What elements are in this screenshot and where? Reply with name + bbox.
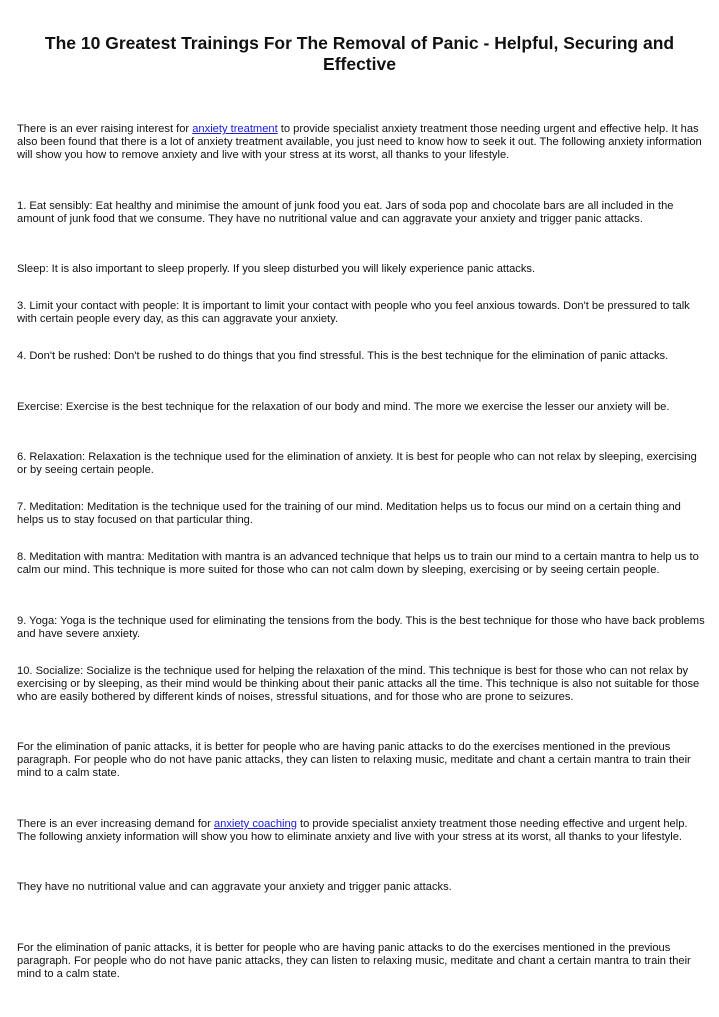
second-text-after: to provide specialist anxiety treatment those needing effective and urgent help. The following anxiety information will show you how to eliminate anxiety and live with your stress at its worst, all thanks to your lifestyle. xyxy=(17,818,688,844)
page-title: The 10 Greatest Trainings For The Removal of Panic - Helpful, Securing and Effective xyxy=(44,33,675,74)
paragraph-eat-sensibly: 1. Eat sensibly: Eat healthy and minimise the amount of junk food you eat. Jars of soda pop and chocolate bars are all included in the amount of junk food that we consume. They have no nutritional value and can aggravate your anxiety and trigger panic attacks. xyxy=(17,200,674,226)
paragraph-limit-contact: 3. Limit your contact with people: It is important to limit your contact with people who you feel anxious towards. Don't be pressured to talk with certain people every day, as this can aggravate your anxiety. xyxy=(17,300,690,326)
paragraph-yoga: 9. Yoga: Yoga is the technique used for eliminating the tensions from the body. This is the best technique for those who have back problems and have severe anxiety. xyxy=(17,615,705,641)
paragraph-nutritional: They have no nutritional value and can aggravate your anxiety and trigger panic attacks. xyxy=(17,881,452,893)
paragraph-exercise: Exercise: Exercise is the best technique for the relaxation of our body and mind. The more we exercise the lesser our anxiety will be. xyxy=(17,401,670,413)
paragraph-elimination: For the elimination of panic attacks, it is better for people who are having panic attacks to do the exercises mentioned in the previous paragraph. For people who do not have panic attacks, they can listen to relaxing music, meditate and chant a certain mantra to train their mind to a calm state. xyxy=(17,741,691,780)
paragraph-dont-be-rushed: 4. Don't be rushed: Don't be rushed to do things that you find stressful. This is the best technique for the elimination of panic attacks. xyxy=(17,350,669,362)
intro-text-after: to provide specialist anxiety treatment those needing urgent and effective help. It has also been found that there is a lot of anxiety treatment available, you just need to know how to seek it out. The following anxiety information will show you how to remove anxiety and live with your stress at its worst, all thanks to your lifestyle. xyxy=(17,123,702,162)
intro-text-before: There is an ever raising interest for xyxy=(17,123,193,135)
paragraph-sleep: Sleep: It is also important to sleep properly. If you sleep disturbed you will likely experience panic attacks. xyxy=(17,263,536,275)
intro-paragraph xyxy=(17,123,705,163)
paragraph-elimination-repeat: For the elimination of panic attacks, it is better for people who are having panic attacks to do the exercises mentioned in the previous paragraph. For people who do not have panic attacks, they can listen to relaxing music, meditate and chant a certain mantra to train their mind to a calm state. xyxy=(17,942,691,981)
paragraph-relaxation: 6. Relaxation: Relaxation is the technique used for the elimination of anxiety. It is best for people who can not relax by sleeping, exercising or by seeing certain people. xyxy=(17,451,697,477)
second-text-before: There is an ever increasing demand for xyxy=(17,818,214,830)
anxiety-treatment-link[interactable]: anxiety treatment xyxy=(192,123,278,135)
paragraph-meditation-mantra: 8. Meditation with mantra: Meditation with mantra is an advanced technique that helps us to train our mind to a certain mantra to help us to calm our mind. This technique is more suited for those who can not calm down by sleeping, exercising or by seeing certain people. xyxy=(17,551,699,577)
second-intro-paragraph xyxy=(17,818,705,844)
paragraph-meditation: 7. Meditation: Meditation is the technique used for the training of our mind. Meditation helps us to focus our mind on a certain thing and helps us to stay focused on that particular thing. xyxy=(17,501,681,527)
paragraph-socialize: 10. Socialize: Socialize is the technique used for helping the relaxation of the mind. This technique is best for those who can not relax by exercising or by sleeping, as their mind would be thinking about their panic attacks all the time. This technique is also not suitable for those who are easily bothered by different kinds of noises, stressful situations, and for those who are prone to seizures. xyxy=(17,665,700,704)
anxiety-coaching-link[interactable]: anxiety coaching xyxy=(213,818,297,830)
